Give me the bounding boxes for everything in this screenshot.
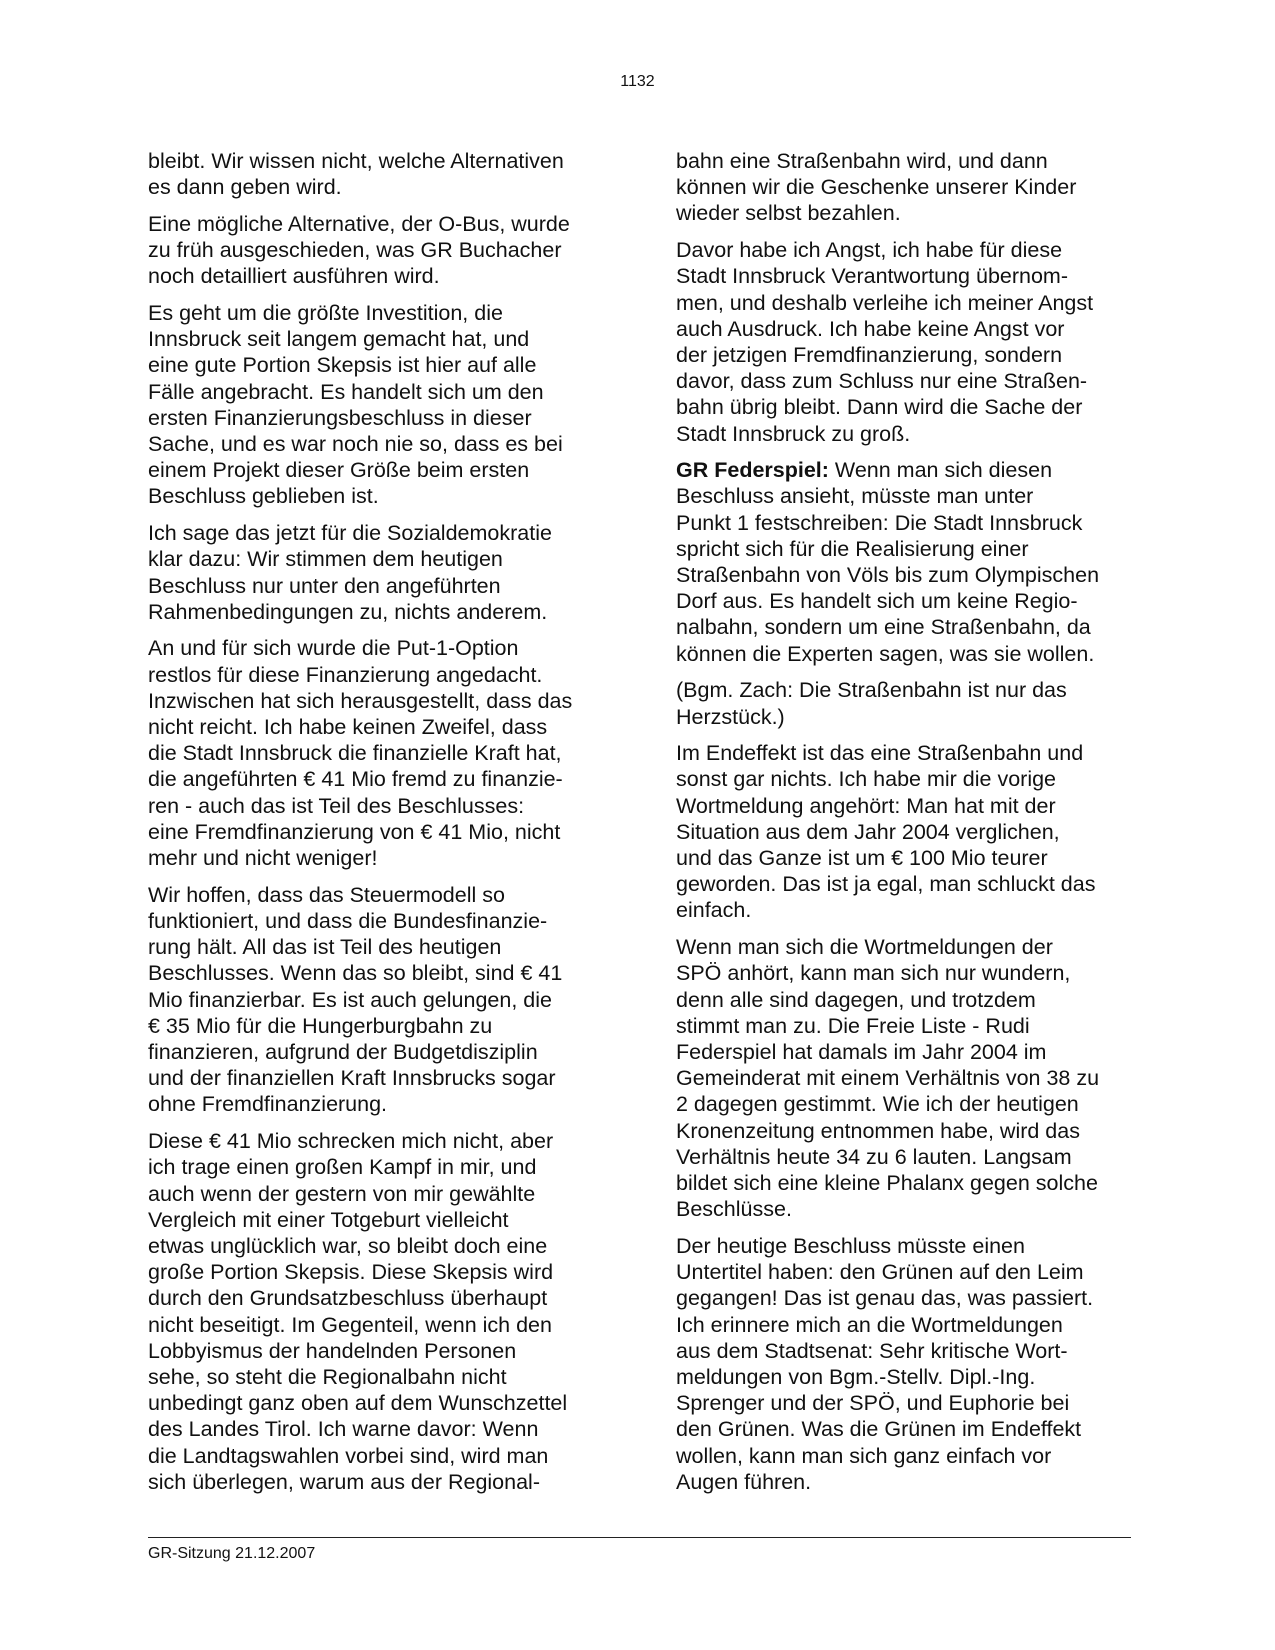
paragraph: bleibt. Wir wissen nicht, welche Alternativen es dann geben wird. (148, 149, 564, 200)
speaker-text: Wenn man sich diesen Beschluss ansieht, müsste man unter Punkt 1 festschreiben: Die Stadt Innsbruck spricht sich für die Realisierung einer Straßenbahn von Völs bis zum Olympischen Dorf aus. Es handelt sich um keine Regio- nalbahn, sondern um eine Straßenbahn, da können die Experten sagen, was sie wollen. (676, 458, 1100, 666)
speaker-paragraph (676, 457, 1131, 667)
page-number: 1132 (620, 73, 655, 90)
footer-session-date: GR-Sitzung 21.12.2007 (148, 1545, 316, 1562)
paragraph: Wenn man sich die Wortmeldungen der SPÖ anhört, kann man sich nur wundern, denn alle sind dagegen, und trotzdem stimmt man zu. Die Freie Liste - Rudi Federspiel hat damals im Jahr 2004 im Gemeinderat mit einem Verhältnis von 38 zu 2 dagegen gestimmt. Wie ich der heutigen Kronenzeitung entnommen habe, wird das Verhältnis heute 34 zu 6 lauten. Langsam bildet sich eine kleine Phalanx gegen solche Beschlüsse. (676, 935, 1100, 1222)
paragraph: Im Endeffekt ist das eine Straßenbahn und sonst gar nichts. Ich habe mir die vorige Wortmeldung angehört: Man hat mit der Situation aus dem Jahr 2004 verglichen, und das Ganze ist um € 100 Mio teurer geworden. Das ist ja egal, man schluckt das einfach. (676, 741, 1096, 923)
paragraph: Wir hoffen, dass das Steuermodell so funktioniert, und dass die Bundesfinanzie- rung hält. All das ist Teil des heutigen Beschlusses. Wenn das so bleibt, sind € 41 Mio finanzierbar. Es ist auch gelungen, die € 35 Mio für die Hungerburgbahn zu finanzieren, aufgrund der Budgetdisziplin und der finanziellen Kraft Innsbrucks sogar ohne Fremdfinanzierung. (148, 882, 563, 1117)
interjection-paragraph: (Bgm. Zach: Die Straßenbahn ist nur das Herzstück.) (676, 678, 1067, 729)
footer-divider (148, 1537, 1131, 1538)
left-column (148, 148, 603, 1505)
right-column (676, 148, 1131, 1505)
paragraph: Es geht um die größte Investition, die Innsbruck seit langem gemacht hat, und eine gute Portion Skepsis ist hier auf alle Fälle angebracht. Es handelt sich um den ersten Finanzierungsbeschluss in dieser Sache, und es war noch nie so, dass es bei einem Projekt dieser Größe beim ersten Beschluss geblieben ist. (148, 301, 563, 509)
paragraph: Eine mögliche Alternative, der O-Bus, wurde zu früh ausgeschieden, was GR Buchacher noch detailliert ausführen wird. (148, 211, 570, 289)
paragraph: Der heutige Beschluss müsste einen Untertitel haben: den Grünen auf den Leim gegangen! Das ist genau das, was passiert. Ich erinnere mich an die Wortmeldungen aus dem Stadtsenat: Sehr kritische Wort- meldungen von Bgm.-Stellv. Dipl.-Ing. Sprenger und der SPÖ, und Euphorie bei den Grünen. Was die Grünen im Endeffekt wollen, kann man sich ganz einfach vor Augen führen. (676, 1233, 1094, 1494)
speaker-label: GR Federspiel: (676, 458, 829, 483)
paragraph: Diese € 41 Mio schrecken mich nicht, aber ich trage einen großen Kampf in mir, und auch wenn der gestern von mir gewählte Vergleich mit einer Totgeburt vielleicht etwas unglücklich war, so bleibt doch eine große Portion Skepsis. Diese Skepsis wird durch den Grundsatzbeschluss überhaupt nicht beseitigt. Im Gegenteil, wenn ich den Lobbyismus der handelnden Personen sehe, so steht die Regionalbahn nicht unbedingt ganz oben auf dem Wunschzettel des Landes Tirol. Ich warne davor: Wenn die Landtagswahlen vorbei sind, wird man sich überlegen, warum aus der Regional- (148, 1129, 568, 1494)
paragraph: bahn eine Straßenbahn wird, und dann können wir die Geschenke unserer Kinder wieder selbst bezahlen. (676, 149, 1077, 226)
paragraph: An und für sich wurde die Put-1-Option restlos für diese Finanzierung angedacht. Inzwischen hat sich herausgestellt, dass das nicht reicht. Ich habe keinen Zweifel, dass die Stadt Innsbruck die finanzielle Kraft hat, die angeführten € 41 Mio fremd zu finanzie- ren - auch das ist Teil des Beschlusses: eine Fremdfinanzierung von € 41 Mio, nicht mehr und nicht weniger! (148, 636, 573, 871)
paragraph: Ich sage das jetzt für die Sozialdemokratie klar dazu: Wir stimmen dem heutigen Beschluss nur unter den angeführten Rahmenbedingungen zu, nichts anderem. (148, 521, 552, 624)
paragraph: Davor habe ich Angst, ich habe für diese Stadt Innsbruck Verantwortung übernom- men, und deshalb verleihe ich meiner Angst auch Ausdruck. Ich habe keine Angst vor der jetzigen Fremdfinanzierung, sondern davor, dass zum Schluss nur eine Straßen- bahn übrig bleibt. Dann wird die Sache der Stadt Innsbruck zu groß. (676, 238, 1094, 446)
